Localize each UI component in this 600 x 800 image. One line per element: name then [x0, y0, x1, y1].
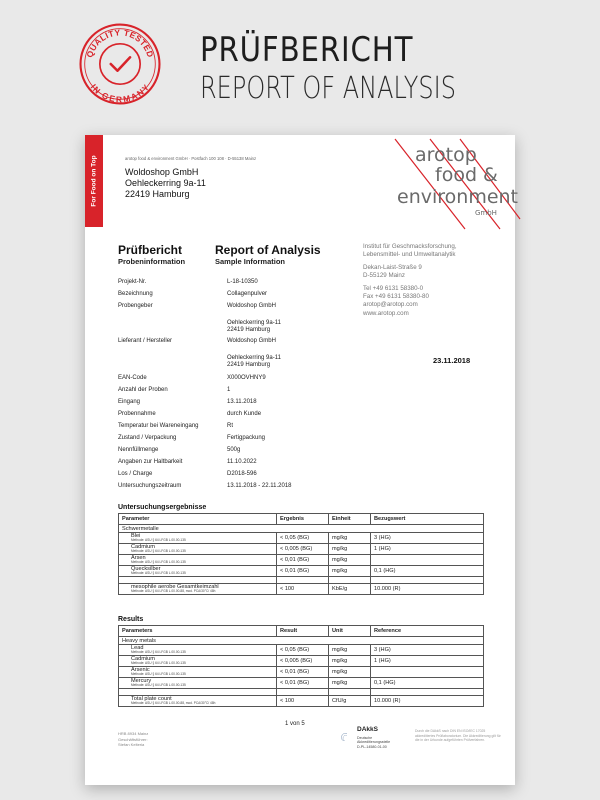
spacer-row — [119, 689, 484, 696]
field-value: 11.10.2022 — [227, 459, 257, 465]
param-name: Arsen — [131, 555, 146, 562]
page-title: PRÜFBERICHT — [200, 30, 414, 70]
field-value: Woldoshop GmbH — [227, 303, 276, 309]
title-de: Prüfbericht — [118, 243, 183, 257]
field-value: L-18-10350 — [227, 279, 258, 285]
col-header: Parameter — [119, 514, 277, 525]
group-label: Schwermetalle — [119, 525, 484, 533]
table-row — [119, 566, 484, 577]
spacer-row — [119, 577, 484, 584]
field-label: Untersuchungszeitraum — [118, 483, 182, 489]
table-row — [119, 645, 484, 656]
param-name: Mercury — [131, 678, 152, 685]
field-value: durch Kunde — [227, 411, 262, 417]
param-cell — [119, 533, 277, 544]
param-method: Methode: ASU § 64 LFGB L.00.00-135 — [131, 672, 186, 677]
field-value: Oehleckerring 9a-11 — [227, 320, 281, 326]
field-value: 22419 Hamburg — [227, 327, 271, 333]
table-header — [119, 626, 484, 637]
unit-cell: mg/kg — [329, 667, 371, 678]
dakks-line: Deutsche — [357, 736, 373, 740]
results-title-en: Results — [118, 616, 144, 623]
field-label: Zustand / Verpackung — [118, 435, 177, 441]
param-cell — [119, 656, 277, 667]
page-number: 1 von 5 — [285, 721, 305, 727]
param-name: Total plate count — [131, 696, 172, 703]
unit-cell: mg/kg — [329, 544, 371, 555]
footer-accreditation: Durch die DAkkS nach DIN EN ISO/IEC 17025 akkreditiertes Prüflaboratorium. Die Akkreditierung gilt für die in der Urkunde aufgeführten Prüfverfahren. — [415, 729, 501, 743]
svg-text:environment: environment — [397, 186, 519, 208]
svg-text:GmbH: GmbH — [475, 209, 497, 217]
param-cell — [119, 555, 277, 566]
field-value: X000OVHNY9 — [227, 375, 266, 381]
col-header: Einheit — [329, 514, 371, 525]
recipient-line: Oehleckerring 9a-11 — [125, 178, 206, 188]
table-row — [119, 555, 484, 566]
field-label: Angaben zur Haltbarkeit — [118, 459, 183, 465]
ref-cell: 1 (HG) — [371, 656, 484, 667]
field-label: Eingang — [118, 399, 141, 405]
param-name: Lead — [131, 645, 144, 652]
result-cell: < 0,01 (BG) — [277, 678, 329, 689]
dakks-line: Akkreditierungsstelle — [357, 740, 391, 745]
field-value: D2018-596 — [227, 471, 257, 477]
param-method: Methode: ASU § 64 LFGB L.00.00-135 — [131, 549, 186, 554]
footer-line: Geschäftsführer: — [118, 736, 148, 742]
svg-text:arotop: arotop — [415, 144, 477, 166]
lab-address — [363, 243, 457, 318]
arotop-logo — [355, 139, 519, 229]
col-header: Ergebnis — [277, 514, 329, 525]
field-value: Rt — [227, 423, 233, 429]
param-method: Methode: ASU § 64 LFGB L.00.00-135 — [131, 661, 186, 666]
sender-line: arotop food & environment GmbH · Postfach 100 108 · D-55138 Mainz — [125, 156, 257, 161]
field-value: 1 — [227, 387, 231, 393]
field-label: Temperatur bei Wareneingang — [118, 423, 199, 429]
field-label: Bezeichnung — [118, 291, 153, 297]
field-value: Collagenpulver — [227, 291, 268, 297]
lab-line: arotop@arotop.com — [363, 301, 418, 309]
field-label: EAN-Code — [118, 375, 147, 381]
col-header: Bezugswert — [371, 514, 484, 525]
ref-cell — [371, 555, 484, 566]
ref-cell: 0,1 (HG) — [371, 678, 484, 689]
param-cell — [119, 645, 277, 656]
results-table-de — [118, 513, 484, 595]
lab-line: Fax +49 6131 58380-80 — [363, 293, 429, 301]
table-row — [119, 678, 484, 689]
param-method: Methode: ASU § 64 LFGB L.00.00-88, mod. PCA/30°C/ 48h — [131, 701, 216, 706]
ref-cell: 3 (HG) — [371, 645, 484, 656]
title-en: Report of Analysis — [215, 243, 321, 257]
param-method: Methode: ASU § 64 LFGB L.00.00-135 — [131, 650, 186, 655]
param-method: Methode: ASU § 64 LFGB L.00.00-135 — [131, 560, 186, 565]
field-label: Projekt-Nr. — [118, 279, 147, 285]
param-cell — [119, 584, 277, 595]
footer-company — [118, 731, 148, 748]
report-document — [85, 135, 519, 785]
param-name: Blei — [131, 533, 141, 540]
param-cell — [119, 544, 277, 555]
field-label: Probengeber — [118, 303, 153, 309]
unit-cell: mg/kg — [329, 555, 371, 566]
dakks-name: DAkkS — [357, 726, 378, 733]
unit-cell: mg/kg — [329, 566, 371, 577]
lab-line: www.arotop.com — [363, 309, 409, 317]
recipient-line: Woldoshop GmbH — [125, 167, 199, 177]
group-row — [119, 525, 484, 533]
report-date: 23.11.2018 — [433, 356, 471, 365]
table-header — [119, 514, 484, 525]
field-label: Lieferant / Hersteller — [118, 338, 173, 344]
field-value: Oehleckerring 9a-11 — [227, 355, 281, 361]
quality-tested-seal — [78, 22, 162, 106]
param-cell — [119, 566, 277, 577]
subtitle-en: Sample Information — [215, 257, 286, 266]
field-value: 500g — [227, 447, 241, 453]
ref-cell — [371, 667, 484, 678]
ref-cell: 10.000 (R) — [371, 696, 484, 707]
field-label: Los / Charge — [118, 471, 153, 477]
ref-cell: 10.000 (R) — [371, 584, 484, 595]
dakks-line: D-PL-14580-01-00 — [357, 744, 387, 749]
unit-cell: KbE/g — [329, 584, 371, 595]
result-cell: < 100 — [277, 584, 329, 595]
result-cell: < 0,01 (BG) — [277, 566, 329, 577]
col-header: Unit — [329, 626, 371, 637]
field-label: Nennfüllmenge — [118, 447, 159, 453]
col-header: Parameters — [119, 626, 277, 637]
field-value: 22419 Hamburg — [227, 362, 271, 368]
col-header: Result — [277, 626, 329, 637]
table-row — [119, 584, 484, 595]
unit-cell: mg/kg — [329, 533, 371, 544]
result-cell: < 0,05 (BG) — [277, 645, 329, 656]
table-row — [119, 544, 484, 555]
svg-text:QUALITY TESTED: QUALITY TESTED — [84, 27, 156, 59]
param-name: mesophile aerobe Gesamtkeimzahl — [131, 584, 219, 591]
field-value: 13.11.2018 - 22.11.2018 — [227, 483, 292, 489]
recipient-line: 22419 Hamburg — [125, 189, 190, 199]
param-name: Quecksilber — [131, 566, 161, 573]
lab-line: Lebensmittel- und Umweltanalytik — [363, 251, 456, 259]
field-label: Anzahl der Proben — [118, 387, 168, 393]
table-row — [119, 533, 484, 544]
param-method: Methode: ASU § 64 LFGB L.00.00-135 — [131, 571, 186, 576]
param-method: Methode: ASU § 64 LFGB L.00.00-135 — [131, 538, 186, 543]
subtitle-de: Probeninformation — [118, 257, 186, 266]
table-row — [119, 667, 484, 678]
unit-cell: CfU/g — [329, 696, 371, 707]
table-row — [119, 696, 484, 707]
param-name: Cadmium — [131, 656, 155, 663]
page-subtitle: REPORT OF ANALYSIS — [200, 71, 456, 106]
group-label: Heavy metals — [119, 637, 484, 645]
ref-cell: 1 (HG) — [371, 544, 484, 555]
unit-cell: mg/kg — [329, 656, 371, 667]
svg-text:food &: food & — [435, 164, 498, 186]
dakks-subtitle — [357, 736, 390, 749]
lab-line: Tel +49 6131 58380-0 — [363, 284, 424, 292]
field-value: 13.11.2018 — [227, 399, 257, 405]
side-bar — [85, 135, 103, 227]
param-method: Methode: ASU § 64 LFGB L.00.00-135 — [131, 683, 186, 688]
param-method: Methode: ASU § 64 LFGB L.00.00-88, mod. PCA/30°C/ 48h — [131, 589, 216, 594]
field-value: Fertigpackung — [227, 435, 266, 441]
unit-cell: mg/kg — [329, 645, 371, 656]
param-name: Cadmium — [131, 544, 155, 551]
result-cell: < 0,005 (BG) — [277, 656, 329, 667]
result-cell: < 0,01 (BG) — [277, 667, 329, 678]
result-cell: < 0,05 (BG) — [277, 533, 329, 544]
param-cell — [119, 667, 277, 678]
field-value: Woldoshop GmbH — [227, 338, 276, 344]
lab-line: Institut für Geschmacksforschung, — [363, 243, 457, 250]
results-title-de: Untersuchungsergebnisse — [118, 504, 207, 511]
results-table-en — [118, 625, 484, 707]
footer-line: Stefan Kelteria — [118, 742, 145, 747]
unit-cell: mg/kg — [329, 678, 371, 689]
side-label: For Food on Top — [90, 155, 98, 207]
ref-cell: 0,1 (HG) — [371, 566, 484, 577]
svg-text:IN GERMANY: IN GERMANY — [88, 82, 152, 105]
col-header: Reference — [371, 626, 484, 637]
lab-line: D-55129 Mainz — [363, 272, 405, 280]
recipient-address — [125, 167, 206, 200]
result-cell: < 100 — [277, 696, 329, 707]
ref-cell: 3 (HG) — [371, 533, 484, 544]
result-cell: < 0,01 (BG) — [277, 555, 329, 566]
table-row — [119, 656, 484, 667]
param-cell — [119, 678, 277, 689]
param-name: Arsenic — [131, 667, 150, 674]
lab-line: Dekan-Laist-Straße 9 — [363, 263, 422, 271]
result-cell: < 0,005 (BG) — [277, 544, 329, 555]
footer-line: HRB 8934 Mainz — [118, 731, 149, 736]
group-row — [119, 637, 484, 645]
param-cell — [119, 696, 277, 707]
field-label: Probennahme — [118, 411, 156, 417]
